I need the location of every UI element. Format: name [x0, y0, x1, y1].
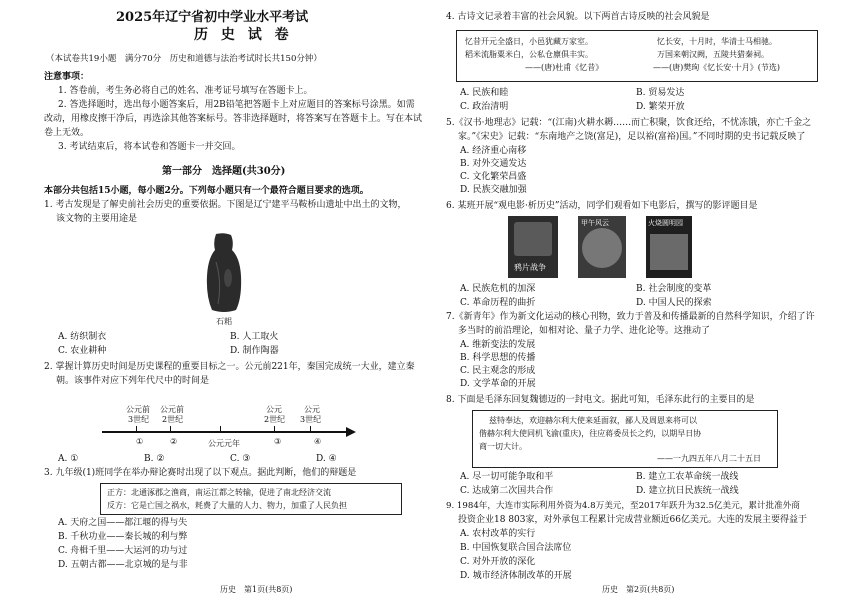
notice-line-4: 卷上无效。 — [44, 128, 90, 138]
q2-option-c: C. ③ — [230, 454, 251, 464]
timeline-tick — [274, 426, 275, 432]
q9-option-a: A. 农村改革的实行 — [460, 529, 536, 539]
q5-option-a: A. 经济重心南移 — [460, 146, 527, 156]
q8-telegram-line3: 商一切大计。 — [479, 442, 527, 451]
timeline-mark-4: ④ — [314, 437, 322, 446]
q6-option-b: B. 社会制度的变革 — [636, 284, 712, 294]
timeline-label-ce2-b: 2世纪 — [264, 415, 286, 424]
poster-2-title: 甲午风云 — [581, 219, 609, 227]
q3-option-d: D. 五朝古都——北京城的是与非 — [58, 560, 188, 570]
timeline-label-bce3-a: 公元前 — [126, 405, 150, 414]
timeline-label-bce2-a: 公元前 — [160, 405, 184, 414]
q6-option-d: D. 中国人民的探索 — [636, 298, 712, 308]
q8-option-b: B. 建立工农革命统一战线 — [636, 472, 739, 482]
exam-subtitle: 历 史 试 卷 — [194, 27, 293, 43]
q4-option-b: B. 贸易发达 — [636, 88, 685, 98]
q7-option-a: A. 维新变法的发展 — [460, 340, 536, 350]
timeline-tick — [170, 426, 171, 432]
q3-pro-view: 正方：北通涿郡之渔商，南运江都之转输，促进了南北经济交流 — [107, 488, 331, 497]
q2-option-a: A. ① — [58, 454, 79, 464]
q7-stem-1: 7.《新青年》作为新文化运动的核心刊物，致力于普及和传播最新的自然科学知识，介绍了许 — [446, 312, 815, 322]
q3-stem: 3. 九年级(1)班同学在举办辩论赛时出现了以下观点。据此判断，他们的辩题是 — [44, 468, 357, 478]
timeline-label-ce2-a: 公元 — [266, 405, 282, 414]
notice-line-2: 2. 答选择题时，选出每小题答案后，用2B铅笔把答题卡上对应题目的答案标号涂黑。如需 — [58, 100, 415, 110]
timeline-axis — [102, 431, 348, 433]
q3-option-c: C. 舟楫千里——大运河的功与过 — [58, 546, 188, 556]
timeline-tick — [310, 426, 311, 432]
timeline-label-bce2-b: 2世纪 — [162, 415, 184, 424]
q9-stem-2: 投资企业18 803家，对外承包工程累计完成营业额近66亿美元。大连的发展主要得益于 — [458, 515, 807, 525]
notice-line-3: 改动，用橡皮擦干净后，再选涂其他答案标号。答非选择题时，将答案写在答题卡上。写在本试 — [44, 114, 423, 124]
q1-caption: 石耜 — [216, 317, 232, 326]
q1-option-d: D. 制作陶器 — [230, 346, 279, 356]
q9-option-c: C. 对外开放的深化 — [460, 557, 536, 567]
notice-line-5: 3. 考试结束后，将本试卷和答题卡一并交回。 — [58, 142, 241, 152]
q5-stem-2: 家。”《宋史》记载：“东南地产之饶(富足)，足以裕(富裕)国。”不同时期的史书记载反映了 — [458, 132, 806, 142]
q9-stem-1: 9. 1984年，大连市实际利用外资为4.8万美元，至2017年跃升为32.5亿美元，累计批准外商 — [446, 501, 800, 511]
q2-stem-1: 2. 掌握计算历史时间是历史课程的重要目标之一。公元前221年，秦国完成统一大业，建立秦 — [44, 362, 415, 372]
q4-poem2-source: ——(唐)樊珣《忆长安·十月》(节选) — [653, 63, 781, 72]
poster-opium-war — [508, 216, 558, 278]
q7-option-c: C. 民主观念的形成 — [460, 366, 536, 376]
exam-info: （本试卷共19小题 满分70分 历史和道德与法治考试时长共150分钟） — [46, 54, 322, 64]
q8-option-c: C. 达成第二次国共合作 — [460, 486, 554, 496]
q7-option-d: D. 文学革命的开展 — [460, 379, 536, 389]
timeline-label-ce3-b: 3世纪 — [300, 415, 322, 424]
q3-option-a: A. 天府之国——都江堰的得与失 — [58, 518, 188, 528]
q1-stem-2: 该文物的主要用途是 — [56, 214, 138, 224]
part1-heading: 第一部分 选择题(共30分) — [162, 166, 286, 177]
q6-option-c: C. 革命历程的曲折 — [460, 298, 536, 308]
poster-jiawu — [578, 216, 626, 278]
q4-stem: 4. 古诗文记录着丰富的社会风貌。以下两首古诗反映的社会风貌是 — [446, 12, 710, 22]
timeline-mark-2: ② — [170, 437, 178, 446]
poster-3-title: 火烧圆明园 — [648, 219, 683, 227]
stone-spade-image — [204, 232, 244, 314]
q4-option-c: C. 政治清明 — [460, 102, 509, 112]
notice-title: 注意事项： — [44, 72, 90, 82]
q4-poem2-line1: 忆长安，十月时，华清士马相驰。 — [657, 37, 777, 46]
timeline-mark-1: ① — [136, 437, 144, 446]
q8-telegram-line1: 兹特奉达，欢迎赫尔利大使来延面叙，鄙人及周恩来将可以 — [489, 416, 697, 425]
q3-con-view: 反方：它是亡国之祸水，耗费了大量的人力、物力，加重了人民负担 — [107, 501, 347, 510]
exam-title: 2025年辽宁省初中学业水平考试 — [116, 10, 309, 25]
timeline-label-bce3-b: 3世纪 — [128, 415, 150, 424]
q1-option-c: C. 农业耕种 — [58, 346, 107, 356]
q4-poem1-line1: 忆昔开元全盛日，小邑犹藏万家室。 — [465, 37, 593, 46]
q5-option-c: C. 文化繁荣昌盛 — [460, 172, 527, 182]
timeline-arrow-icon — [346, 427, 356, 437]
timeline-mark-3: ③ — [274, 437, 282, 446]
q5-stem-1: 5.《汉书·地理志》记载：“(江南)火耕水耨……而亡积聚，饮食还给，不忧冻饿，亦亡千金之 — [446, 118, 812, 128]
poster-yuanmingyuan — [646, 216, 692, 278]
q4-poem-box — [456, 30, 818, 82]
timeline-tick — [220, 426, 221, 432]
notice-line-1: 1. 答卷前，考生务必将自己的姓名、准考证号填写在答题卡上。 — [58, 86, 313, 96]
q9-option-d: D. 城市经济体制改革的开展 — [460, 571, 572, 581]
q6-option-a: A. 民族危机的加深 — [460, 284, 536, 294]
q9-option-b: B. 中国恢复联合国合法席位 — [460, 543, 572, 553]
q4-poem1-line2: 稻米流脂粟米白，公私仓廪俱丰实。 — [465, 50, 593, 59]
q8-option-a: A. 尽一切可能争取和平 — [460, 472, 554, 482]
q8-stem: 8. 下面是毛泽东回复魏德迈的一封电文。据此可知，毛泽东此行的主要目的是 — [446, 395, 755, 405]
q7-option-b: B. 科学思想的传播 — [460, 353, 536, 363]
q2-option-b: B. ② — [144, 454, 165, 464]
q3-option-b: B. 千秋功业——秦长城的利与弊 — [58, 532, 188, 542]
q7-stem-2: 多当时的前沿理论，如相对论、量子力学、进化论等。这推动了 — [458, 326, 711, 336]
page-footer-left: 历史 第1页(共8页) — [220, 585, 293, 594]
part1-desc: 本部分共包括15小题，每小题2分。下列每小题只有一个最符合题目要求的选项。 — [44, 186, 369, 196]
q4-option-a: A. 民族和睦 — [460, 88, 509, 98]
q2-stem-2: 朝。该事件对应下列年代尺中的时间是 — [56, 376, 210, 386]
q5-option-d: D. 民族交融加强 — [460, 185, 527, 195]
timeline-tick — [136, 426, 137, 432]
q8-telegram-box — [472, 410, 778, 468]
q2-option-d: D. ④ — [316, 454, 337, 464]
q8-telegram-date: ——一九四五年八月二十五日 — [657, 454, 761, 463]
timeline-label-ce3-a: 公元 — [304, 405, 320, 414]
q1-option-b: B. 人工取火 — [230, 332, 279, 342]
q5-option-b: B. 对外交通发达 — [460, 159, 527, 169]
q1-option-a: A. 纺织制衣 — [58, 332, 107, 342]
q6-stem: 6. 某班开展“观电影·析历史”活动，同学们观看如下电影后，撰写的影评题目是 — [446, 201, 758, 211]
q4-option-d: D. 繁荣开放 — [636, 102, 685, 112]
page-footer-right: 历史 第2页(共8页) — [602, 585, 675, 594]
q4-poem2-line2: 万国来朝汉阙，五陵共猎秦祠。 — [657, 50, 769, 59]
timeline-label-ce1: 公元元年 — [208, 439, 240, 448]
q4-poem1-source: ——(唐)杜甫《忆昔》 — [525, 63, 604, 72]
q8-telegram-line2: 偕赫尔利大使同机飞渝(重庆)，往应蒋委员长之约，以期早日协 — [479, 429, 702, 438]
q3-debate-box — [100, 483, 402, 515]
poster-1-title: 鸦片战争 — [514, 263, 546, 272]
q1-stem-1: 1. 考古发现是了解史前社会历史的重要依据。下图是辽宁建平马鞍桥山遗址中出土的文物， — [44, 200, 407, 210]
q8-option-d: D. 建立抗日民族统一战线 — [636, 486, 739, 496]
